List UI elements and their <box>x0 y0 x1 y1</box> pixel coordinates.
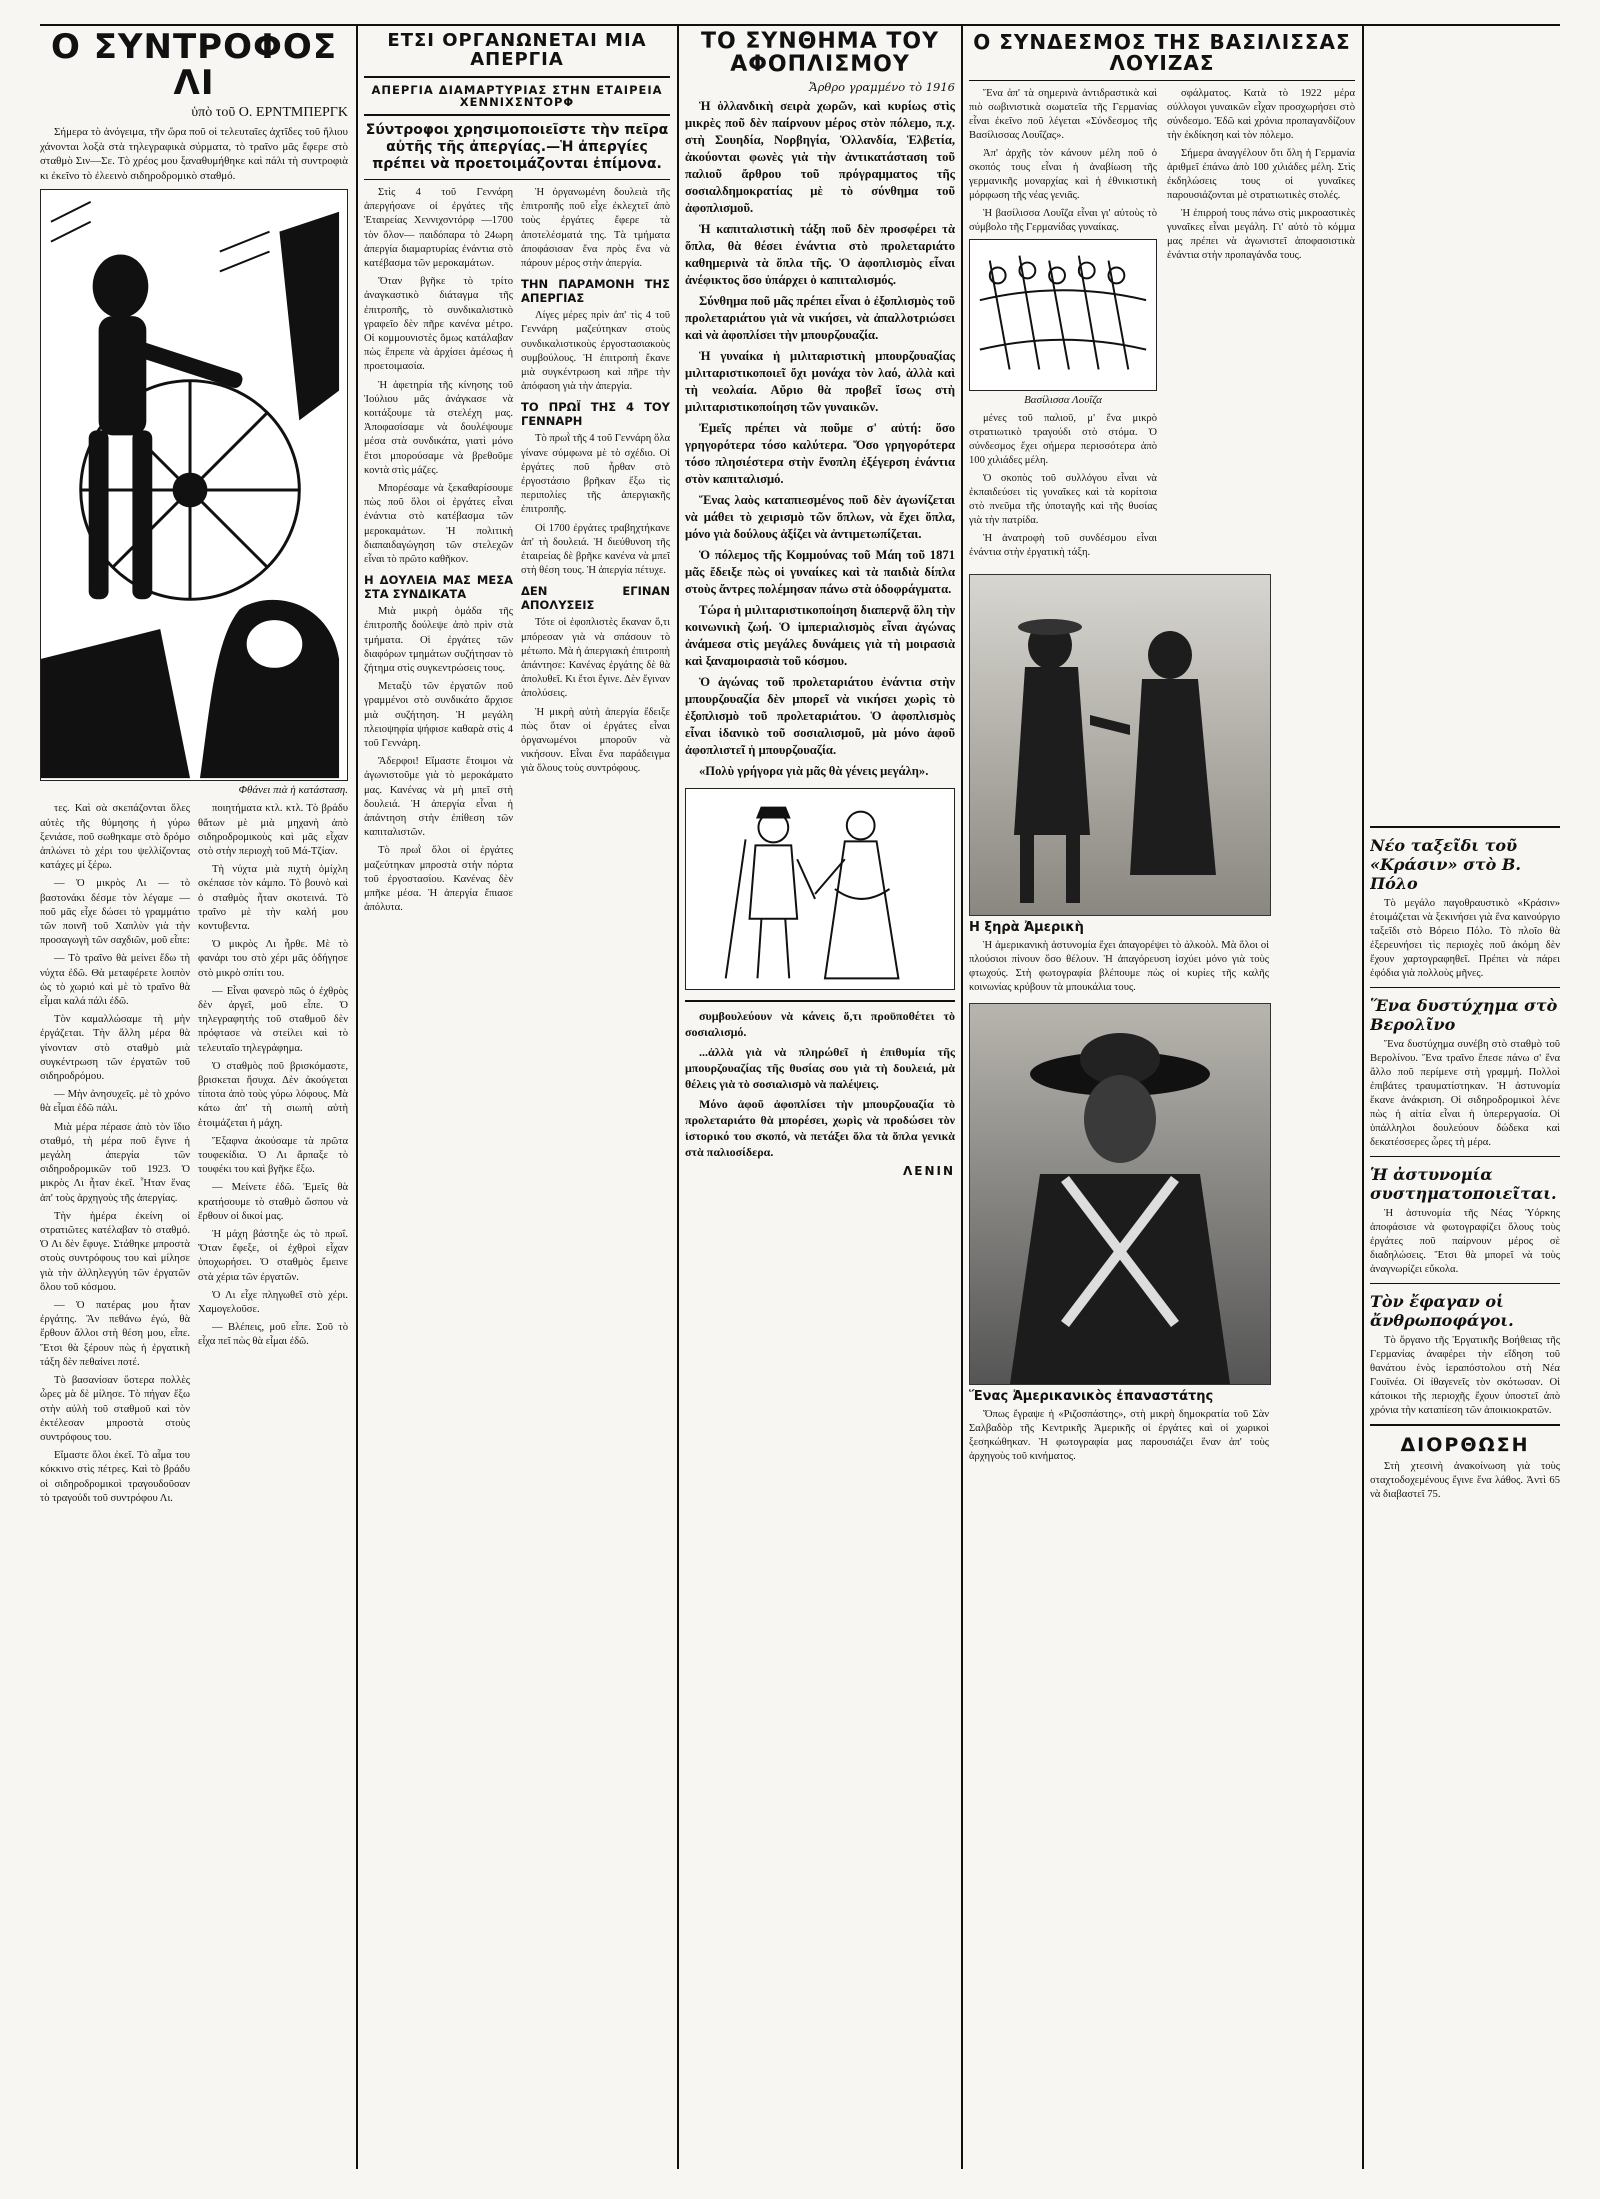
photo-section <box>969 574 1355 1468</box>
woodcut-illustration <box>40 189 348 781</box>
correction-text: Στὴ χτεσινὴ ἀνακοίνωση γιὰ τοὺς σταχτοδοχεμένους ἔγινε ἕνα λάθος. Ἀντὶ 65 νὰ διαβαστεῖ 75. <box>1370 1461 1560 1500</box>
article-body-columns <box>364 186 670 920</box>
divider <box>969 80 1355 81</box>
news-heading: Ἡ ἀστυνομία συστηματοποιεῖται. <box>1370 1165 1557 1203</box>
article-title: Ο ΣΥΝΔΕΣΜΟΣ ΤΗΣ ΒΑΣΙΛΙΣΣΑΣ ΛΟΥΙΖΑΣ <box>973 30 1351 75</box>
article-comrade-li <box>40 26 348 2169</box>
article-body-left-b: μένες τοῦ παλιοῦ, μ' ἕνα μικρὸ στρατιωτικὸ τραγούδι στὸ στόμα. Ὁ σύνδεσμος ἔχει σήμερα περισσότερα ἀπὸ 100 χιλιάδες μέλη. Ὁ σκοπὸς τοῦ συλλόγου εἶναι νὰ ἐκπαιδεύσει τὶς γυναῖκες καὶ τὰ κορίτσια στὸ πνεῦμα τῆς ὑποταγῆς καὶ τῆς θυσίας γιὰ τὴν πατρίδα. Ἡ ἀνατροφὴ τοῦ συνδέσμου εἶναι ἐνάντια στὴν ἐργατικὴ τάξη. <box>969 413 1157 558</box>
article-deck: Σύντροφοι χρησιμοποιεῖστε τὴν πεῖρα αὐτῆς τῆς ἀπεργίας.—Ἡ ἀπεργίες πρέπει νὰ προετοιμάζονται ἐπίμονα. <box>365 121 669 172</box>
article-title: Ο ΣΥΝΤΡΟΦΟΣ ΛΙ <box>50 27 338 103</box>
article-closing: συμβουλεύουν νὰ κάνεις ὅ,τι προϋποθέτει τὸ σοσιαλισμό. ...ἀλλὰ γιὰ νὰ πληρώθεῖ ἡ ἐπιθυμία τῆς μπουρζουαζίας τῆς θυσίας σου γιὰ τὴ δουλειά, μὰ θέλεις γιὰ τὸ σοσιαλισμὸ νὰ παλέψεις. Μόνο ἀφοῦ ἀφοπλίσει τὴν μπουρζουαζία τὸ προλεταριάτο θὰ μπορέσει, χωρὶς νὰ προδώσει τὸν ἱστορικό του σκοπό, νὰ πετάξει ὅλα τὰ ὅπλα γενικὰ στὰ παλιοσίδερα. <box>685 1009 955 1160</box>
article-subtitle-banner: ΑΠΕΡΓΙΑ ΔΙΑΜΑΡΤΥΡΙΑΣ ΣΤΗΝ ΕΤΑΙΡΕΙΑ ΧΕΝΝΙΧΣΝΤΟΡΦ <box>371 82 663 109</box>
article-queen-louise-league <box>969 26 1355 2169</box>
correction-heading: ΔΙΟΡΘΩΣΗ <box>1400 1434 1530 1456</box>
news-text: Ἕνα δυστύχημα συνέβη στὸ σταθμὸ τοῦ Βερολίνου. Ἕνα τραῖνο ἔπεσε πάνω σ' ἕνα ἄλλο ποῦ περίμενε στὴ γραμμή. Πολλοὶ ἐπιβάτες τραυματίστηκαν. Ἡ ἀστυνομία ἔκανε ἀνάκριση. Οἱ σιδηροδρομικοὶ λένε πὼς ἡ αἰτία εἶναι ἡ ὑπερεργασία. Οἱ ὑπάλληλοι δουλεύουν δώδεκα καὶ δεκατέσσερες ὧρες τὴ μέρα. <box>1370 1039 1560 1148</box>
section-heading: ΤΗΝ ΠΑΡΑΜΟΝΗ ΤΗΣ ΑΠΕΡΓΙΑΣ <box>521 277 670 306</box>
section-heading: ΤΟ ΠΡΩΪ ΤΗΣ 4 ΤΟΥ ΓΕΝΝΑΡΗ <box>521 400 670 429</box>
article-strike-organization <box>364 26 670 2169</box>
column-divider <box>677 26 679 2169</box>
article-body-left: Ἕνα ἀπ' τὰ σημερινὰ ἀντιδραστικὰ καὶ πιὸ σωβινιστικὰ σωματεῖα τῆς Γερμανίας εἶναι ἐκεῖνο ποῦ λέγεται «Σύνδεσμος τῆς Βασίλισσας Λουΐζας». Ἀπ' ἀρχῆς τὸν κάνουν μέλη ποῦ ὁ σκοπός τους εἶναι ἡ ἀναβίωση τῆς γερμανικῆς μοναρχίας καὶ ἡ ἐθνικιστικὴ μόρφωση τῆς νέας γενιᾶς. Ἡ βασίλισσα Λουΐζα εἶναι γι' αὐτοὺς τὸ σύμβολο τῆς Γερμανίδας γυναίκας. <box>969 88 1157 233</box>
article-left-part <box>969 87 1157 564</box>
article-body: Ἡ ὁλλανδικὴ σειρὰ χωρῶν, καὶ κυρίως στὶς μικρὲς ποῦ δὲν παίρνουν μέρος στὸν πόλεμο, π.χ. στὴ Σουηδία, Νορβηγία, Ὁλλανδία, Ἑλβετία, ἀκούονται φωνὲς γιὰ τὴν ἀντικατάσταση τοῦ παλιοῦ ἄρθρου τοῦ πρόγραμματος τῆς σοσιαλδημοκρατίας μὲ τὸ σύνθημα τοῦ ἀφοπλισμοῦ. Ἡ καπιταλιστικὴ τάξη ποῦ δὲν προσφέρει τὰ ὅπλα, θὰ θέσει ἐνάντια στὸ προλεταριάτο καθημερινὰ τὰ ὅπλα τῆς. Ὁ ἀφοπλισμὸς εἶναι ἀνέφικτος ὅσο ὑπάρχει ὁ καπιταλισμός. Σύνθημα ποῦ μᾶς πρέπει εἶναι ὁ ἐξοπλισμὸς τοῦ προλεταριάτου γιὰ νὰ νικήσει, νὰ ἀπαλλοτριώσει καὶ νὰ ἀφοπλίσει τὴν μπουρζουαζία. Ἡ γυναίκα ἡ μιλιταριστικὴ μπουρζουαζίας μιλιταριστικοποιεῖ ὄχι μονάχα τὸν λαό, ἀλλὰ καὶ τὴ νεολαία. Αὔριο θὰ προβεῖ ἴσως στὴ μιλιταριστικοποίηση τῶν γυναικῶν. Ἐμεῖς πρέπει νὰ ποῦμε σ' αὐτή: ὅσο γρηγορότερα τόσο καλύτερα. Ὅσο γρηγορότερα τόσο πλησιέστερα στὴν ἔνοπλη ἐξέγερση ἐνάντια στὸν καπιταλισμό. Ἕνας λαὸς καταπιεσμένος ποῦ δὲν ἀγωνίζεται νὰ μάθει τὸ χειρισμὸ τῶν ὅπλων, νὰ ἔχει ὅπλα, μόνο γιὰ δούλους ἀξίζει νὰ ἀντιμετωπίζεται. Ὁ πόλεμος τῆς Κομμούνας τοῦ Μάη τοῦ 1871 μᾶς ἔδειξε πὼς οἱ γυναίκες καὶ τὰ παιδιὰ δίπλα στοὺς ἄντρες πολέμησαν πάνω στὰ ὁδοφράγματα. Τώρα ἡ μιλιταριστικοποίηση διαπερνᾷ ὅλη τὴν κοινωνικὴ ζωή. Ὁ ἰμπεριαλισμὸς εἶναι ἀγώνας ἀνάμεσα στὶς μεγάλες δυνάμεις γιὰ τὴ μοιρασιὰ καὶ ξαναμοιρασιὰ τοῦ κόσμου. Ὁ ἀγώνας τοῦ προλεταριάτου ἐνάντια στὴν μπουρζουαζία δὲν μπορεῖ νὰ νικήσει χωρὶς τὸ ἐξοπλισμὸ τοῦ προλεταριάτου. Ὁ ἀφοπλισμὸς εἶναι ἰδανικὸ τοῦ σοσιαλισμοῦ, μὰ μόνο ἀφοῦ ἀφοπλιστεῖ ἡ μπουρζουαζία. «Πολὺ γρήγορα γιὰ μᾶς θὰ γένεις μεγάλη». <box>685 99 955 779</box>
divider <box>685 1000 955 1002</box>
article-body-columns <box>40 802 348 1510</box>
intro-text: Σήμερα τὸ ἀνόγειμα, τῆν ὥρα ποῦ οἱ τελευταῖες ἀχτῖδες τοῦ ἥλιου χάνονται λοξὰ στὰ τηλεγραφικὰ σύρματα, τὸ τραῖνο μᾶς ἔφερε στὸ σταθμὸ Σιν—Σε. Τὸ χρέος μου ξαναθυμήθηκε καὶ πάλι τὴ συντροφιὰ κι ἐκεῖνο τὸ ἐλεεινὸ σιδηροδρομικὸ σταθμό. <box>40 126 348 182</box>
news-text: Τὸ ὄργανο τῆς Ἐργατικῆς Βοήθειας τῆς Γερμανίας ἀναφέρει τὴν εἴδηση τοῦ θανάτου ἑνὸς ἱεραπόστολου στὴ Νέα Γουϊνέα. Οἱ ἰθαγενεῖς τὸν σκότωσαν. Οἱ κάτοικοι τῆς περιοχῆς ἔχουν ὑποστεῖ ἀπὸ χρόνια τὴν καταπίεση τῶν ἀποικιοκρατῶν. <box>1370 1335 1560 1416</box>
divider <box>364 76 670 78</box>
article-title: ΕΤΣΙ ΟΡΓΑΝΩΝΕΤΑΙ ΜΙΑ ΑΠΕΡΓΙΑ <box>387 30 647 70</box>
section-heading: Η ΔΟΥΛΕΙΑ ΜΑΣ ΜΕΣΑ ΣΤΑ ΣΥΝΔΙΚΑΤΑ <box>364 573 513 602</box>
marching-figures-drawing <box>970 240 1156 390</box>
divider <box>364 114 670 116</box>
signature: ΛΕΝΙΝ <box>902 1164 955 1179</box>
section-heading: ΔΕΝ ΕΓΙΝΑΝ ΑΠΟΛΥΣΕΙΣ <box>521 584 670 613</box>
soldier-woman-illustration <box>685 788 955 990</box>
article-disarmament-slogan <box>685 26 955 2169</box>
byline: ὑπὸ τοῦ Ο. ΕΡΝΤΜΠΕΡΓΚ <box>191 105 348 121</box>
news-heading: Νέο ταξεῖδι τοῦ «Κράσιν» στὸ Β. Πόλο <box>1370 836 1521 893</box>
news-text: Ἡ ἀστυνομία τῆς Νέας Ὑόρκης ἀποφάσισε νὰ φωτογραφίζει ὅλους τοὺς ἐργάτες ποῦ παίρνουν μέρος σὲ διαδηλώσεις. Ἔτσι θὰ μπορεῖ νὰ τοὺς ἀναγνωρίζει εὔκολα. <box>1370 1208 1560 1275</box>
photo-text: Ὅπως ἔγραψε ἡ «Ριζοσπάστης», στὴ μικρὴ δημοκρατία τοῦ Σὰν Σαλβαδὸρ τῆς Κεντρικῆς Ἀμερικῆς οἱ ἐργάτες καὶ οἱ χωρικοὶ ξεσηκώθηκαν. Ἡ φωτογραφία μας παρουσιάζει ἕναν ἀπ' τοὺς ἀρχηγοὺς τοῦ κινήματος. <box>969 1409 1269 1462</box>
article-body-left: τες. Καὶ σὰ σκεπάζονται ὅλες αὐτὲς τῆς θύμησης ἡ γύρω ξενιάσε, ποῦ σωθηκαμε στὸ δρόμο ἀπλώνει τὸ χέρι του ψελλίζοντας κατάχες μί ξέρω. — Ὁ μικρὸς Λι — τὸ βαστονάκι δέσμε τὸν λέγαμε — ποῦ μᾶς εἶχε δώσει τὸ γραμμάτιο τῶν ποινῆ τοῦ Χαπλὺν γιὰ τὴν προσαγωγὴ τῶν σαχδιῶν, μοῦ εἶπε: — Τὸ τραῖνο θὰ μείνει ἔδω τὴ νύχτα ἐδῶ. Θὰ μεταφέρετε λοιπὸν ὡς τὸ χωριό καὶ μὲ τὸ τραῖνο θὰ εἶμαι καλά πάλι ἐδῶ. Τὸν καμαλλώσαμε τὴ μὴν ἐργάζεται. Τὴν ἄλλη μέρα θὰ γίνονταν στὸ σταθμὸ μιὰ συγκέντρωση τῶν ἐργατῶν τοῦ σιδηροδρόμου. — Μὴν ἀνησυχεῖς. μὲ τὸ χρόνο θὰ εἶμαι ἐδῶ πάλι. Μιὰ μέρα πέρασε ἀπὸ τὸν ἴδιο σταθμό, τὴ μέρα ποῦ ἔγινε ἡ μεγάλη ἀπεργία τῶν σιδηροδρομικῶν τοῦ 1923. Ὁ μικρὸς Λι ἦταν ἐκεῖ. Ἦταν ἕνας ἀπ' τοὺς ἀρχηγοὺς τῆς ἀπεργίας. Τὴν ἡμέρα ἐκείνη οἱ στρατιῶτες κατέλαβαν τὸ σταθμό. Ὁ Λι δὲν ἔφυγε. Στάθηκε μπροστὰ στοὺς συντρόφους του καὶ μίλησε γιὰ τὴν ἀλληλεγγύη τῶν ἐργατῶν ὅλου τοῦ κόσμου. — Ὁ πατέρας μου ἦταν ἐργάτης. Ἂν πεθάνω ἐγώ, θὰ ἔρθουν ἄλλοι στὴ θέση μου, εἶπε. Ἔτσι θὰ ξέρουν πὼς ἡ ἐργατικὴ τάξη δὲν πεθαίνει ποτέ. Τὸ βασανίσαν ὕστερα πολλὲς ὧρες μὰ δὲ μίλησε. Τὸ πήγαν ἔξω στὴν αὐλὴ τοῦ σταθμοῦ καὶ τὸν ἐκτέλεσαν μπροστὰ στοὺς συντρόφους του. Εἴμαστε ὅλοι ἐκεῖ. Τὸ αἷμα του κόκκινο στὶς πέτρες. Καὶ τὸ βράδυ οἱ σιδηροδρομικοὶ τραγουδοῦσαν τὸ τραγούδι τοῦ συντρόφου Λι. <box>40 803 190 1504</box>
photo-american-revolutionary <box>969 1003 1271 1385</box>
illustration-caption: Φθάνει πιὰ ἡ κατάσταση. <box>238 784 348 797</box>
divider <box>1370 826 1560 828</box>
article-body-right: σφάλματος. Κατὰ τὸ 1922 μέρα σύλλογοι γυναικῶν εἶχαν προσχωρήσει στὸ σύνδεσμο. Ἐδῶ καὶ χρόνια προπαγανδίζουν τὴν ἐκδίκηση καὶ τὸν πόλεμο. Σήμερα ἀναγγέλουν ὅτι ὅλη ἡ Γερμανία ἀριθμεῖ ἐπάνω ἀπὸ 100 χιλιάδες μέλη. Στὶς ἐκδηλώσεις τους οἱ γυναῖκες παρουσιάζονται μὲ στρατιωτικὲς στολές. Ἡ ἐπιρροή τους πάνω στὶς μικροαστικὲς γυναῖκες εἶναι μεγάλη. Γι' αὐτὸ τὸ κόμμα μας πρέπει νὰ ἀγωνιστεῖ ἀποφασιστικὰ ἐνάντια στὴν προπαγάνδα τους. <box>1167 88 1355 261</box>
column-divider <box>1362 26 1364 2169</box>
photo-caption: Η ξηρὰ Ἀμερικὴ <box>969 920 1084 935</box>
worker-wheel-illustration <box>41 190 347 780</box>
article-body-right: ποιητήματα κτλ. κτλ. Τὸ βράδυ θἄτων μὲ μιὰ μηχανὴ ἀπὸ σιδηροδρομικοὺς καὶ μᾶς εἶχαν στὸ στὴν περιοχὴ τοῦ Μά-Τζίαν. Τὴ νύχτα μιὰ πιχτὴ ὁμίχλη σκέπασε τὸν κάμπο. Τὸ βουνὸ καὶ ὁ σταθμὸς ἦταν σκοτεινά. Τὸ τραῖνο μὲ τὴν καλή μου κοντυβεντα. Ὁ μικρὸς Λι ἦρθε. Μὲ τὸ φανάρι του στὸ χέρι μᾶς ὁδήγησε στὸ μικρὸ σπίτι του. — Εἶναι φανερὸ πῶς ὁ ἐχθρὸς δὲν ἀργεῖ, μοῦ εἶπε. Ὁ τηλεγραφητὴς τοῦ σταθμοῦ δὲν πρόφτασε νὰ στείλει καὶ τὸ τελευταῖο τηλεγράφημα. Ὁ σταθμὸς ποῦ βρισκόμαστε, βρισκεται ἥσυχα. Δὲν ἀκούγεται τίποτα ἀπὸ τοὺς γύρω λόφους. Μὰ κάτω ἀπ' τὴ σιωπὴ αὐτὴ ἑτοιμάζεται ἡ μάχη. Ἔξαφνα ἀκούσαμε τὰ πρῶτα τουφεκίδια. Ὁ Λι ἄρπαξε τὸ τουφέκι του καὶ βγῆκε ἔξω. — Μείνετε ἐδῶ. Ἐμεῖς θὰ κρατήσουμε τὸ σταθμὸ ὥσπου νὰ ἔρθουν οἱ δικοί μας. Ἡ μάχη βάστηξε ὡς τὸ πρωΐ. Ὅταν ἔφεξε, οἱ ἐχθροὶ εἶχαν ὑποχωρήσει. Ὁ σταθμὸς ἔμεινε στὰ χέρια τῶν ἐργατῶν. Ὁ Λι εἶχε πληγωθεῖ στὸ χέρι. Χαμογελοῦσε. — Βλέπεις, μοῦ εἶπε. Σοῦ τὸ εἶχα πεῖ πὼς θὰ εἶμαι ἐδῶ. <box>198 803 348 1348</box>
photo-stories <box>969 574 1355 1468</box>
soldier-woman-drawing <box>686 789 954 989</box>
dateline: Ἄρθρο γραμμένο τὸ 1916 <box>809 80 955 95</box>
women-at-beach-photo <box>970 575 1270 915</box>
column-divider <box>961 26 963 2169</box>
divider <box>1370 1424 1560 1426</box>
marching-women-illustration <box>969 239 1157 391</box>
column-divider <box>356 26 358 2169</box>
article-body-left: Στὶς 4 τοῦ Γεννάρη ἀπεργήσανε οἱ ἐργάτες τῆς Ἑταιρείας Χεννιχσντόρφ —1700 τὸν ὅλον— παιδόπαρα τὸ 24ωρη ἀπεργία διαμαρτυρίας ἐνάντια στὸ κατέβασμα τῶν μεροκαμάτων. Ὅταν βγῆκε τὸ τρίτο ἀναγκαστικὸ διάταγμα τῆς ἐπιτροπῆς, τὸ συνδικαλιστικὸ γραφεῖο δὲν πῆρε κανένα μέτρο. Οἱ κομμουνιστὲς ὅμως κατάλαβαν πὼς ἔπρεπε νὰ ἀρχίσει ἀμέσως ἡ προετοιμασία. Ἡ ἀφετηρία τῆς κίνησης τοῦ Ἰούλιου μᾶς ἀνάγκασε νὰ κοιτάξουμε τὰ στελέχη μας. Ἀποφασίσαμε νὰ δουλέψουμε μέσα στὰ συνδικάτα, γιατὶ μόνο ἔτσι μπορούσαμε νὰ βρεθοῦμε κοντὰ στὶς μάζες. Μπορέσαμε νὰ ξεκαθαρίσουμε πὼς ποῦ ὅλοι οἱ ἐργάτες εἶναι ἐνάντια στὸ κατέβασμα τῶν μεροκαμάτων. Ἡ πολιτικὴ διαπαιδαγώγηση τῶν στελεχῶν εἶναι τὸ πρῶτο καθῆκον. Η ΔΟΥΛΕΙΑ ΜΑΣ ΜΕΣΑ ΣΤΑ ΣΥΝΔΙΚΑΤΑ Μιὰ μικρὴ ὁμάδα τῆς ἐπιτροπῆς δούλεψε ἀπὸ πρὶν στὰ τμήματα. Οἱ ἐργάτες τῶν διαφόρων τμημάτων συζήτησαν τὸ ζήτημα στὶς συγκεντρώσεις τους. Μεταξὺ τῶν ἐργατῶν ποῦ γραμμένοι στὸ συνδικάτο ἄρχισε μιὰ συζήτηση. Ἡ μεγάλη πλειοψηφία ψήφισε καθαρὰ στὶς 4 τοῦ Γεννάρη. Ἄδερφοι! Εἴμαστε ἕτοιμοι νὰ ἀγωνιστοῦμε γιὰ τὸ μεροκάματο μας. Κανένας νὰ μὴ μπεῖ στὴ δουλειά. Ἡ ἀπεργία εἶναι ἡ ἀπάντηση στὴν ἐπίθεση τῶν καπιταλιστῶν. Τὸ πρωῒ ὅλοι οἱ ἐργάτες μαζεύτηκαν μπροστὰ στὴν πόρτα τοῦ ἐργοστασίου. Κανένας δὲν μπῆκε μέσα. Ἡ ἀπεργία ἔπιασε ἀπόλυτα. <box>364 186 513 914</box>
divider <box>1370 1283 1560 1284</box>
article-top-row <box>969 87 1355 564</box>
revolutionary-portrait-photo <box>970 1004 1270 1384</box>
photo-caption: Ἕνας Ἀμερικανικὸς ἐπαναστάτης <box>969 1389 1214 1404</box>
illustration-caption: Βασίλισσα Λουΐζα <box>1024 394 1102 406</box>
article-body-right: Ἡ ὀργανωμένη δουλειὰ τῆς ἐπιτροπῆς ποῦ εἶχε ἐκλεχτεῖ ἀπὸ τοὺς ἐργάτες ἔφερε τὰ ἀποτελέσματά της. Τὰ τμήματα ἀποφάσισαν ἕνα πρὸς ἕνα νὰ πάρουν μέρος στὴν ἀπεργία. ΤΗΝ ΠΑΡΑΜΟΝΗ ΤΗΣ ΑΠΕΡΓΙΑΣ Λίγες μέρες πρὶν ἀπ' τὶς 4 τοῦ Γεννάρη μαζεύτηκαν στοὺς συνδικαλιστικοὺς ἐργοστασιακοὺς συμβούλους. Ἡ ἐπιτροπὴ ἔκανε μιὰ συγκέντρωση καὶ πῆρε τὴν ἀπόφαση γιὰ τὴν ἀπεργία. ΤΟ ΠΡΩΪ ΤΗΣ 4 ΤΟΥ ΓΕΝΝΑΡΗ Τὸ πρωῒ τῆς 4 τοῦ Γεννάρη ὅλα γίνανε σύμφωνα μὲ τὸ σχέδιο. Οἱ ἐργάτες ποῦ ἦρθαν στὸ ἐργοστάσιο βρῆκαν ἔξω τὶς περιπολίες τῆς ἀπεργιακῆς ἐπιτροπῆς. Οἱ 1700 ἐργάτες τραβηχτήκανε ἀπ' τὴ δουλειά. Ἡ διεύθυνση τῆς ἐταιρείας δὲ βρῆκε κανένα νὰ μπεῖ στὴ θέση τους. Ἡ ἀπεργία πέτυχε. ΔΕΝ ΕΓΙΝΑΝ ΑΠΟΛΥΣΕΙΣ Τότε οἱ ἐφοπλιστὲς ἔκαναν ὅ,τι μπόρεσαν γιὰ νὰ σπάσουν τὸ μέτωπο. Μὰ ἡ ἀπεργιακὴ ἐπιτροπὴ ἀπάντησε: Κανένας ἐργάτης δὲ θὰ ἀπολυθεῖ. Κι ἔτσι ἔγινε. Δὲν ἔγιναν ἀπολύσεις. Ἡ μικρὴ αὐτὴ ἀπεργία ἔδειξε πὼς ὅταν οἱ ἐργάτες εἶναι ὀργανωμένοι μποροῦν νὰ νικήσουν. Εἶναι ἕνα παράδειγμα γιὰ ὅλους τοὺς συντρόφους. <box>521 186 670 775</box>
news-heading: Τὸν ἔφαγαν οἱ ἄνθρωποφάγοι. <box>1370 1292 1514 1330</box>
news-text: Τὸ μεγάλο παγοθραυστικὸ «Κράσιν» ἐτοιμάζεται νὰ ξεκινήσει γιὰ ἕνα καινούργιο ταξεῖδι στὸ Βόρειο Πόλο. Τὸ πλοῖο θὰ ἐξερευνήσει τὶς περιοχὲς ποῦ ἀκόμη δὲν ἔχουν χαρτογραφηθεῖ. Πρέπει νὰ πάρει ἐφόδια γιὰ πολλοὺς μῆνες. <box>1370 898 1560 979</box>
divider <box>1370 987 1560 988</box>
news-heading: Ἕνα δυστύχημα στὸ Βερολῖνο <box>1370 996 1558 1034</box>
divider <box>364 179 670 180</box>
photo-dry-america <box>969 574 1271 916</box>
news-briefs <box>1370 820 1560 2169</box>
photo-text: Ἡ ἀμερικανικὴ ἀστυνομία ἔχει ἀπαγορέψει τὸ ἀλκοὸλ. Μὰ ὅλοι οἱ πλούσιοι πίνουν ὅσο θέλουν. Ἡ ἀπαγόρευση ἰσχύει μόνο γιὰ τοὺς φτωχούς. Στὴ φωτογραφία βλέπουμε πὼς οἱ κυρίες τῆς καλῆς κοινωνίας κρύβουν τὰ μπουκάλια τους. <box>969 940 1269 993</box>
article-title: ΤΟ ΣΥΝΘΗΜΑ ΤΟΥ ΑΦΟΠΛΙΣΜΟΥ <box>700 29 940 78</box>
divider <box>1370 1156 1560 1157</box>
